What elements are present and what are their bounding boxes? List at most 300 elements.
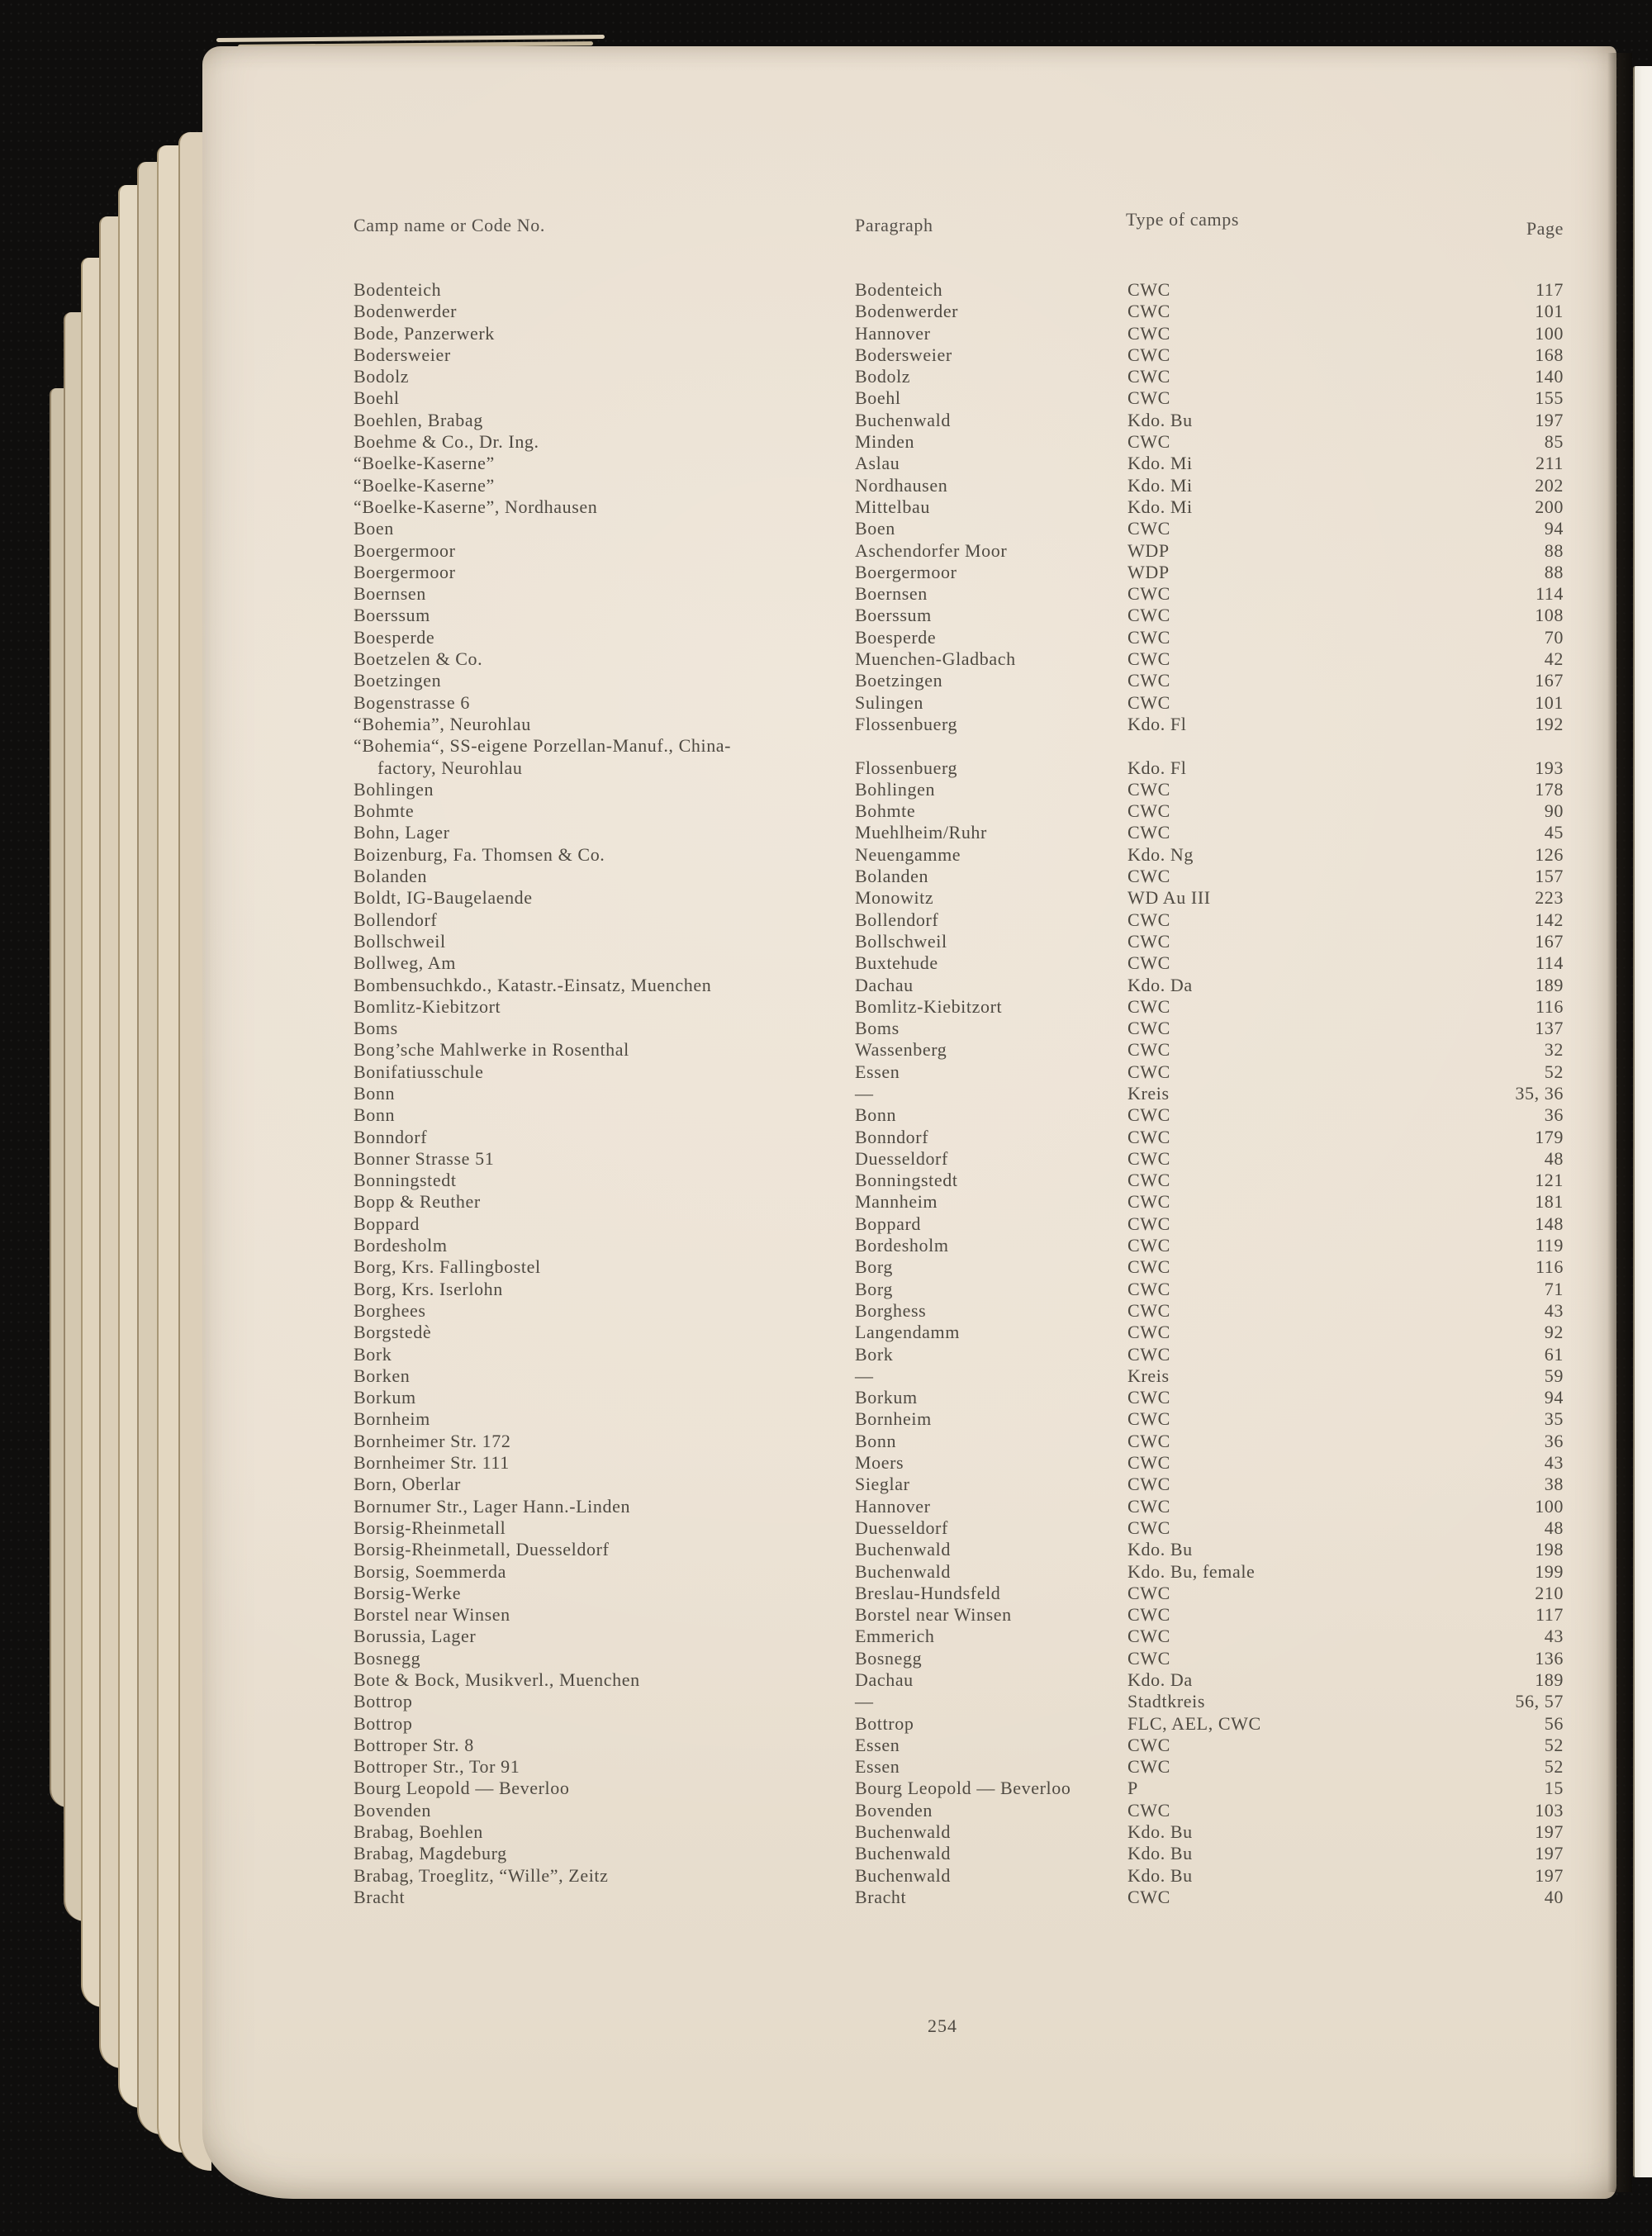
camp-name-cell: Bohmte — [354, 800, 415, 822]
paragraph-cell: Bourg Leopold — Beverloo — [855, 1778, 1071, 1799]
camp-name-cell: “Bohemia“, SS-eigene Porzellan-Manuf., China- — [354, 735, 732, 757]
camp-name-cell: Bornheim — [354, 1408, 430, 1430]
paragraph-cell: Monowitz — [855, 887, 934, 909]
camp-type-cell: CWC — [1127, 1299, 1170, 1321]
page-ref-cell: 114 — [1536, 583, 1564, 605]
paragraph-cell: Mittelbau — [855, 496, 930, 517]
camp-type-cell: CWC — [1127, 1256, 1170, 1278]
index-row — [202, 1300, 1616, 1322]
camp-type-cell: CWC — [1127, 691, 1170, 713]
index-row — [202, 1322, 1616, 1343]
camp-type-cell: Kdo. Ng — [1127, 843, 1194, 865]
camp-name-cell: Boetzingen — [354, 670, 442, 691]
page-ref-cell: 59 — [1544, 1365, 1564, 1386]
index-row — [202, 1865, 1616, 1887]
paragraph-cell: Bonn — [855, 1430, 897, 1451]
index-row — [202, 1778, 1616, 1799]
index-row — [202, 1735, 1616, 1756]
camp-name-cell: Bogenstrasse 6 — [354, 691, 470, 713]
page-ref-cell: 36 — [1544, 1104, 1564, 1126]
camp-type-cell: P — [1127, 1778, 1138, 1799]
page-ref-cell: 136 — [1535, 1647, 1564, 1669]
camp-type-cell: FLC, AEL, CWC — [1127, 1712, 1261, 1734]
paragraph-cell: Bracht — [855, 1886, 907, 1907]
page-ref-cell: 197 — [1535, 1864, 1564, 1886]
page-ref-cell: 94 — [1544, 1387, 1564, 1408]
camp-type-cell: CWC — [1127, 1061, 1170, 1082]
paragraph-cell: Minden — [855, 431, 915, 453]
index-row — [202, 475, 1616, 496]
camp-name-cell: Bornheimer Str. 111 — [354, 1452, 510, 1474]
page-ref-cell: 103 — [1535, 1799, 1564, 1821]
page-ref-cell: 85 — [1544, 431, 1564, 453]
camp-name-cell: Born, Oberlar — [354, 1474, 461, 1495]
index-row — [202, 387, 1616, 409]
camp-type-cell: CWC — [1127, 1322, 1170, 1343]
index-row — [202, 866, 1616, 887]
next-page-sliver — [1633, 66, 1652, 2177]
camp-name-cell: Bovenden — [354, 1799, 432, 1821]
index-row — [202, 1431, 1616, 1452]
page-ref-cell: 197 — [1535, 1843, 1564, 1864]
paragraph-cell: Flossenbuerg — [855, 713, 958, 734]
camp-name-cell: Borghees — [354, 1299, 426, 1321]
index-row — [202, 1648, 1616, 1669]
camp-name-cell: “Boelke-Kaserne” — [354, 474, 495, 496]
index-row — [202, 670, 1616, 691]
page-ref-cell: 126 — [1535, 843, 1564, 865]
page-ref-cell: 140 — [1535, 366, 1564, 387]
index-row — [202, 453, 1616, 474]
page-ref-cell: 210 — [1535, 1582, 1564, 1603]
camp-type-cell: CWC — [1127, 866, 1170, 887]
page-ref-cell: 168 — [1535, 344, 1564, 365]
paragraph-cell: Bovenden — [855, 1799, 933, 1821]
paragraph-cell: Essen — [855, 1734, 900, 1755]
page-ref-cell: 198 — [1535, 1539, 1564, 1560]
camp-type-cell: CWC — [1127, 1235, 1170, 1256]
paragraph-cell: Boehl — [855, 387, 901, 409]
camp-type-cell: CWC — [1127, 1039, 1170, 1061]
paragraph-cell: Langendamm — [855, 1322, 960, 1343]
paragraph-cell: Flossenbuerg — [855, 757, 958, 778]
paragraph-cell: Bonndorf — [855, 1126, 929, 1147]
page-ref-cell: 15 — [1544, 1778, 1564, 1799]
page-ref-cell: 61 — [1544, 1343, 1564, 1365]
index-row — [202, 1452, 1616, 1474]
index-row — [202, 1083, 1616, 1104]
paragraph-cell: — — [855, 1691, 874, 1712]
paragraph-cell: Bodolz — [855, 366, 911, 387]
index-row — [202, 1148, 1616, 1170]
camp-name-cell: Boms — [354, 1018, 398, 1039]
index-row — [202, 1843, 1616, 1864]
index-row — [202, 1061, 1616, 1083]
camp-type-cell: Kdo. Bu, female — [1127, 1560, 1256, 1582]
paragraph-cell: Bodenwerder — [855, 301, 959, 322]
page-ref-cell: 71 — [1544, 1278, 1564, 1299]
camp-type-cell: CWC — [1127, 279, 1170, 300]
camp-name-cell: Boehme & Co., Dr. Ing. — [354, 431, 539, 453]
camp-name-cell: Bottroper Str., Tor 91 — [354, 1756, 520, 1778]
paragraph-cell: Buchenwald — [855, 1864, 951, 1886]
camp-name-cell: Bodersweier — [354, 344, 451, 365]
camp-type-cell: CWC — [1127, 952, 1170, 974]
index-row — [202, 1669, 1616, 1691]
index-row — [202, 1039, 1616, 1061]
camp-type-cell: CWC — [1127, 1604, 1170, 1626]
camp-name-cell: Bong’sche Mahlwerke in Rosenthal — [354, 1039, 629, 1061]
page-ref-cell: 32 — [1544, 1039, 1564, 1061]
index-row — [202, 1561, 1616, 1583]
paragraph-cell: Boms — [855, 1018, 900, 1039]
paragraph-cell: Dachau — [855, 1669, 914, 1690]
index-row — [202, 279, 1616, 301]
camp-type-cell: Kreis — [1127, 1082, 1170, 1104]
page-ref-cell: 43 — [1544, 1626, 1564, 1647]
paragraph-cell: Boesperde — [855, 626, 937, 648]
page-ref-cell: 45 — [1544, 822, 1564, 843]
binding-gutter-shadow — [1607, 53, 1632, 2192]
camp-type-cell: CWC — [1127, 431, 1170, 453]
page-ref-cell: 189 — [1535, 974, 1564, 995]
header-camp-name: Camp name or Code No. — [354, 215, 545, 235]
page-ref-cell: 137 — [1535, 1018, 1564, 1039]
page-ref-cell: 119 — [1536, 1235, 1564, 1256]
camp-type-cell: CWC — [1127, 1430, 1170, 1451]
camp-type-cell: CWC — [1127, 1104, 1170, 1126]
index-row — [202, 1213, 1616, 1235]
index-row — [202, 366, 1616, 387]
page-ref-cell: 35, 36 — [1515, 1082, 1564, 1104]
camp-name-cell: Boehl — [354, 387, 400, 409]
camp-type-cell: CWC — [1127, 1517, 1170, 1538]
camp-type-cell: CWC — [1127, 626, 1170, 648]
camp-type-cell: Kdo. Fl — [1127, 713, 1187, 734]
camp-name-cell: Bopp & Reuther — [354, 1191, 481, 1213]
header-type-of-camps: Type of camps — [1126, 209, 1239, 230]
page-ref-cell: 199 — [1535, 1560, 1564, 1582]
camp-name-cell: Bode, Panzerwerk — [354, 322, 495, 344]
index-row — [202, 518, 1616, 539]
page-ref-cell: 189 — [1535, 1669, 1564, 1690]
index-row — [202, 1127, 1616, 1148]
camp-name-cell: factory, Neurohlau — [377, 757, 523, 778]
camp-type-cell: CWC — [1127, 1126, 1170, 1147]
camp-type-cell: CWC — [1127, 1647, 1170, 1669]
camp-type-cell: CWC — [1127, 322, 1170, 344]
page-ref-cell: 38 — [1544, 1474, 1564, 1495]
camp-type-cell: CWC — [1127, 930, 1170, 952]
camp-type-cell: Kdo. Bu — [1127, 409, 1193, 430]
paragraph-cell: Boernsen — [855, 583, 928, 605]
index-row — [202, 1821, 1616, 1843]
index-row — [202, 344, 1616, 366]
paragraph-cell: Bollendorf — [855, 909, 939, 930]
paragraph-cell: Bodenteich — [855, 279, 943, 300]
page-ref-cell: 167 — [1535, 670, 1564, 691]
camp-type-cell: CWC — [1127, 1018, 1170, 1039]
camp-name-cell: Bonn — [354, 1082, 396, 1104]
index-row — [202, 931, 1616, 952]
camp-name-cell: Borken — [354, 1365, 411, 1386]
index-table — [202, 279, 1616, 1908]
index-row — [202, 648, 1616, 670]
camp-type-cell: CWC — [1127, 822, 1170, 843]
page-ref-cell: 167 — [1535, 930, 1564, 952]
camp-type-cell: CWC — [1127, 1474, 1170, 1495]
camp-type-cell: CWC — [1127, 909, 1170, 930]
index-row — [202, 323, 1616, 344]
page-ref-cell: 116 — [1536, 1256, 1564, 1278]
index-row — [202, 1474, 1616, 1495]
camp-type-cell: Kdo. Mi — [1127, 474, 1193, 496]
paragraph-cell: Buchenwald — [855, 1843, 951, 1864]
page-ref-cell: 148 — [1535, 1213, 1564, 1234]
camp-type-cell: CWC — [1127, 1278, 1170, 1299]
page-ref-cell: 48 — [1544, 1517, 1564, 1538]
paragraph-cell: Bodersweier — [855, 344, 952, 365]
camp-type-cell: CWC — [1127, 1170, 1170, 1191]
camp-name-cell: Bottrop — [354, 1712, 413, 1734]
camp-name-cell: Boergermoor — [354, 539, 456, 561]
camp-name-cell: Bollschweil — [354, 930, 446, 952]
paragraph-cell: Moers — [855, 1452, 904, 1474]
book-page — [202, 46, 1616, 2199]
index-row — [202, 1496, 1616, 1517]
page-ref-cell: 36 — [1544, 1430, 1564, 1451]
camp-name-cell: Borsig, Soemmerda — [354, 1560, 506, 1582]
camp-type-cell: CWC — [1127, 518, 1170, 539]
paragraph-cell: Nordhausen — [855, 474, 948, 496]
page-ref-cell: 100 — [1535, 322, 1564, 344]
paragraph-cell: Emmerich — [855, 1626, 935, 1647]
index-row — [202, 627, 1616, 648]
paragraph-cell: Borghess — [855, 1299, 927, 1321]
camp-type-cell: CWC — [1127, 1886, 1170, 1907]
paragraph-cell: Borkum — [855, 1387, 918, 1408]
camp-type-cell: CWC — [1127, 1734, 1170, 1755]
page-ref-cell: 114 — [1536, 952, 1564, 974]
camp-type-cell: Kdo. Mi — [1127, 496, 1193, 517]
camp-type-cell: CWC — [1127, 387, 1170, 409]
page-ref-cell: 211 — [1536, 453, 1564, 474]
page-ref-cell: 202 — [1535, 474, 1564, 496]
paragraph-cell: Boen — [855, 518, 895, 539]
paragraph-cell: Essen — [855, 1756, 900, 1778]
camp-type-cell: CWC — [1127, 1147, 1170, 1169]
camp-type-cell: WD Au III — [1127, 887, 1211, 909]
paragraph-cell: Bohlingen — [855, 778, 936, 800]
page-ref-cell: 108 — [1535, 605, 1564, 626]
camp-type-cell: Kdo. Mi — [1127, 453, 1193, 474]
paragraph-cell: Bomlitz-Kiebitzort — [855, 995, 1003, 1017]
page-ref-cell: 223 — [1535, 887, 1564, 909]
camp-name-cell: Bornheimer Str. 172 — [354, 1430, 511, 1451]
index-row — [202, 1583, 1616, 1604]
camp-name-cell: Boernsen — [354, 583, 426, 605]
index-row — [202, 1756, 1616, 1778]
camp-type-cell: Kdo. Bu — [1127, 1539, 1193, 1560]
camp-name-cell: Bordesholm — [354, 1235, 448, 1256]
camp-name-cell: Boldt, IG-Baugelaende — [354, 887, 533, 909]
camp-name-cell: Borsig-Werke — [354, 1582, 462, 1603]
page-ref-cell: 117 — [1536, 279, 1564, 300]
camp-type-cell: CWC — [1127, 670, 1170, 691]
camp-name-cell: Bonner Strasse 51 — [354, 1147, 495, 1169]
paragraph-cell: Bornheim — [855, 1408, 932, 1430]
index-row — [202, 1408, 1616, 1430]
camp-name-cell: Borussia, Lager — [354, 1626, 477, 1647]
camp-name-cell: Bohn, Lager — [354, 822, 450, 843]
paragraph-cell: Essen — [855, 1061, 900, 1082]
paragraph-cell: Sulingen — [855, 691, 924, 713]
camp-name-cell: Boehlen, Brabag — [354, 409, 483, 430]
index-row — [202, 952, 1616, 974]
camp-type-cell: Kreis — [1127, 1365, 1170, 1386]
camp-type-cell: WDP — [1127, 539, 1170, 561]
paragraph-cell: Wassenberg — [855, 1039, 947, 1061]
page-ref-cell: 179 — [1535, 1126, 1564, 1147]
camp-type-cell: CWC — [1127, 1495, 1170, 1517]
index-row — [202, 1604, 1616, 1626]
index-row — [202, 1626, 1616, 1647]
paragraph-cell: Muenchen-Gladbach — [855, 648, 1016, 670]
camp-name-cell: Bracht — [354, 1886, 406, 1907]
header-paragraph: Paragraph — [855, 215, 933, 235]
page-ref-cell: 56 — [1544, 1712, 1564, 1734]
paragraph-cell: Boergermoor — [855, 561, 957, 582]
index-row — [202, 431, 1616, 453]
page-ref-cell: 42 — [1544, 648, 1564, 670]
paragraph-cell: Duesseldorf — [855, 1517, 948, 1538]
camp-type-cell: CWC — [1127, 778, 1170, 800]
camp-type-cell: Kdo. Da — [1127, 1669, 1193, 1690]
camp-type-cell: Kdo. Bu — [1127, 1821, 1193, 1843]
paragraph-cell: Aschendorfer Moor — [855, 539, 1008, 561]
page-ref-cell: 70 — [1544, 626, 1564, 648]
paragraph-cell: Hannover — [855, 322, 931, 344]
page-number: 254 — [928, 2015, 957, 2036]
index-row — [202, 1170, 1616, 1191]
camp-type-cell: CWC — [1127, 605, 1170, 626]
camp-name-cell: Brabag, Troeglitz, “Wille”, Zeitz — [354, 1864, 609, 1886]
index-row — [202, 1387, 1616, 1408]
camp-name-cell: Borstel near Winsen — [354, 1604, 510, 1626]
index-row — [202, 887, 1616, 909]
camp-name-cell: Boerssum — [354, 605, 430, 626]
camp-type-cell: Kdo. Da — [1127, 974, 1193, 995]
index-row — [202, 1517, 1616, 1539]
index-row — [202, 822, 1616, 843]
index-row — [202, 496, 1616, 518]
camp-type-cell: CWC — [1127, 1191, 1170, 1213]
camp-name-cell: Boesperde — [354, 626, 435, 648]
camp-name-cell: Bombensuchkdo., Katastr.-Einsatz, Muenchen — [354, 974, 712, 995]
paragraph-cell: Bork — [855, 1343, 894, 1365]
camp-type-cell: CWC — [1127, 1756, 1170, 1778]
page-ref-cell: 178 — [1535, 778, 1564, 800]
camp-name-cell: Borg, Krs. Fallingbostel — [354, 1256, 541, 1278]
page-ref-cell: 116 — [1536, 995, 1564, 1017]
index-row — [202, 1256, 1616, 1278]
camp-type-cell: CWC — [1127, 1387, 1170, 1408]
page-ref-cell: 92 — [1544, 1322, 1564, 1343]
index-row — [202, 410, 1616, 431]
page-ref-cell: 52 — [1544, 1756, 1564, 1778]
paragraph-cell: Borstel near Winsen — [855, 1604, 1012, 1626]
camp-name-cell: Bottroper Str. 8 — [354, 1734, 474, 1755]
page-ref-cell: 43 — [1544, 1299, 1564, 1321]
camp-type-cell: Stadtkreis — [1127, 1691, 1205, 1712]
paragraph-cell: Buchenwald — [855, 409, 951, 430]
paragraph-cell: Boppard — [855, 1213, 921, 1234]
page-ref-cell: 35 — [1544, 1408, 1564, 1430]
camp-name-cell: Bote & Bock, Musikverl., Muenchen — [354, 1669, 640, 1690]
paragraph-cell: Bosnegg — [855, 1647, 923, 1669]
page-ref-cell: 101 — [1535, 301, 1564, 322]
paragraph-cell: Bolanden — [855, 866, 929, 887]
paragraph-cell: Bollschweil — [855, 930, 947, 952]
camp-type-cell: CWC — [1127, 301, 1170, 322]
paragraph-cell: Bordesholm — [855, 1235, 949, 1256]
paragraph-cell: Bottrop — [855, 1712, 914, 1734]
index-row — [202, 757, 1616, 779]
paragraph-cell: Bonn — [855, 1104, 897, 1126]
paragraph-cell: Bohmte — [855, 800, 916, 822]
index-row — [202, 800, 1616, 822]
index-row — [202, 605, 1616, 626]
page-ref-cell: 117 — [1536, 1604, 1564, 1626]
index-row — [202, 540, 1616, 562]
camp-name-cell: Bollweg, Am — [354, 952, 456, 974]
paragraph-cell: Duesseldorf — [855, 1147, 948, 1169]
paragraph-cell: Sieglar — [855, 1474, 910, 1495]
page-ref-cell: 155 — [1535, 387, 1564, 409]
index-row — [202, 735, 1616, 757]
index-row — [202, 714, 1616, 735]
index-row — [202, 1365, 1616, 1387]
camp-name-cell: Borkum — [354, 1387, 416, 1408]
header-page: Page — [1526, 218, 1564, 239]
index-row — [202, 1235, 1616, 1256]
camp-name-cell: Bornumer Str., Lager Hann.-Linden — [354, 1495, 631, 1517]
camp-name-cell: Borg, Krs. Iserlohn — [354, 1278, 503, 1299]
camp-type-cell: CWC — [1127, 1452, 1170, 1474]
index-row — [202, 1887, 1616, 1908]
index-row — [202, 779, 1616, 800]
camp-type-cell: CWC — [1127, 1626, 1170, 1647]
camp-name-cell: Bollendorf — [354, 909, 438, 930]
camp-name-cell: Bonndorf — [354, 1126, 428, 1147]
camp-name-cell: Boizenburg, Fa. Thomsen & Co. — [354, 843, 605, 865]
paragraph-cell: Hannover — [855, 1495, 931, 1517]
camp-name-cell: Bohlingen — [354, 778, 434, 800]
camp-name-cell: Bomlitz-Kiebitzort — [354, 995, 501, 1017]
paragraph-cell: Buxtehude — [855, 952, 938, 974]
camp-type-cell: CWC — [1127, 995, 1170, 1017]
index-row — [202, 1191, 1616, 1213]
camp-name-cell: Bolanden — [354, 866, 428, 887]
page-ref-cell: 56, 57 — [1515, 1691, 1564, 1712]
paragraph-cell: — — [855, 1082, 874, 1104]
paragraph-cell: Borg — [855, 1278, 894, 1299]
camp-type-cell: CWC — [1127, 1408, 1170, 1430]
camp-type-cell: CWC — [1127, 1582, 1170, 1603]
paragraph-cell: Muehlheim/Ruhr — [855, 822, 987, 843]
camp-type-cell: CWC — [1127, 583, 1170, 605]
camp-name-cell: Bonn — [354, 1104, 396, 1126]
